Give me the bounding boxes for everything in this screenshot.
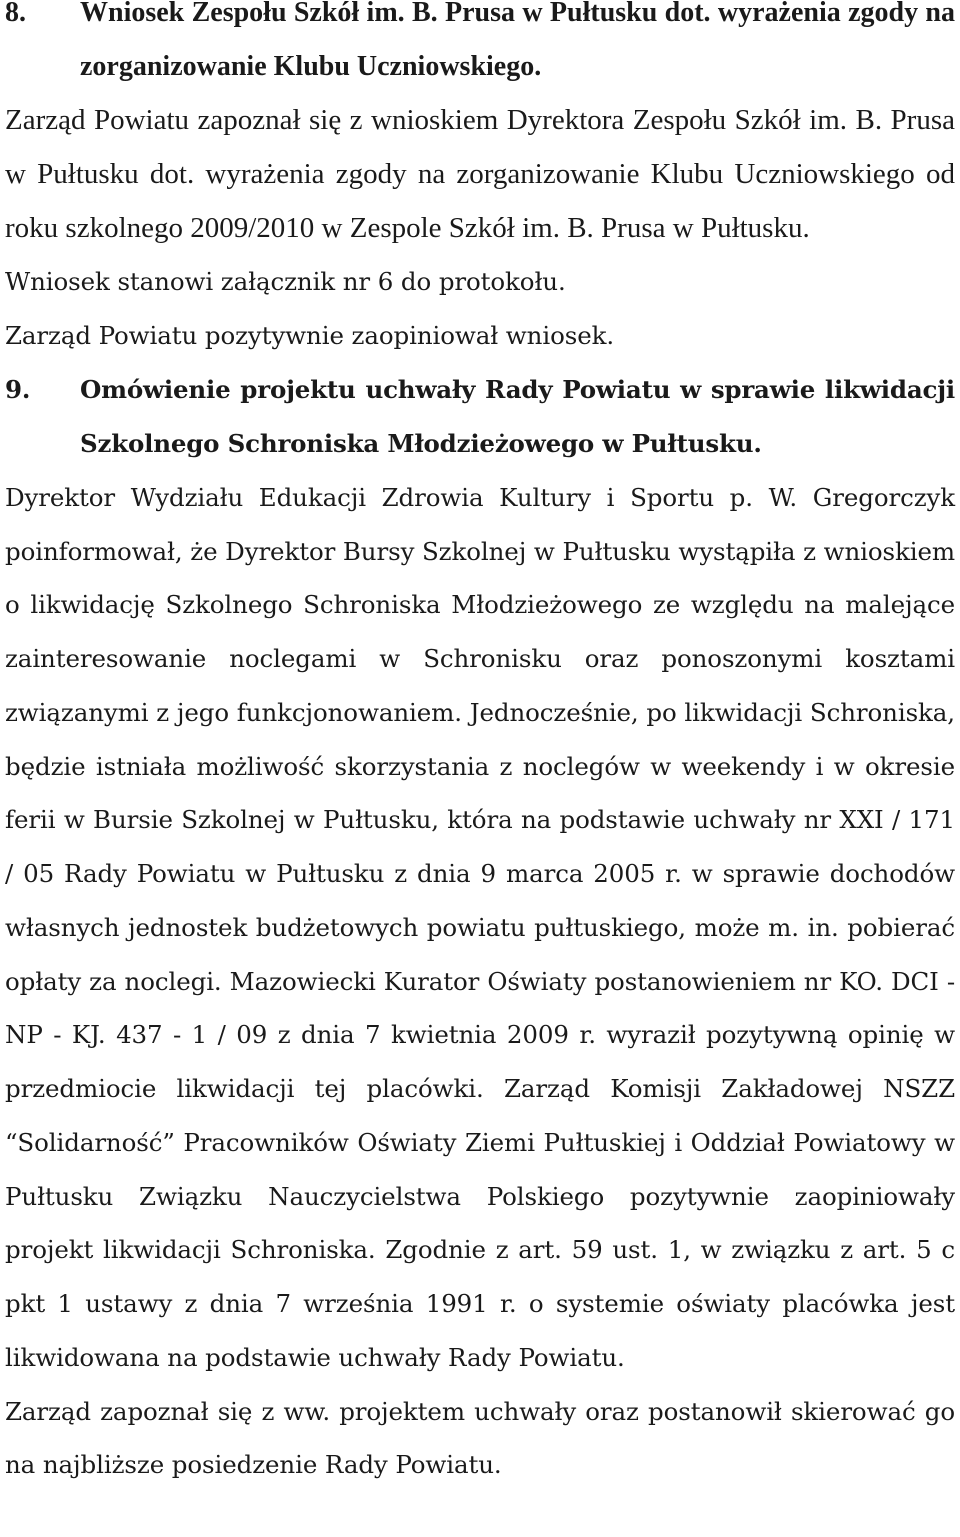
- paragraph: Zarząd zapoznał się z ww. projektem uchwały oraz postanowił skierować go na najbliższe posiedzenie Rady Powiatu.: [5, 1396, 955, 1480]
- section-8: [5, 0, 955, 363]
- paragraph: Wniosek stanowi załącznik nr 6 do protokołu.: [5, 267, 566, 297]
- section-9: [5, 363, 955, 1492]
- paragraph: Dyrektor Wydziału Edukacji Zdrowia Kultury i Sportu p. W. Gregorczyk poinformował, że Dyrektor Bursy Szkolnej w Pułtusku wystąpiła z wnioskiem o likwidację Szkolnego Schroniska Młodzieżowego ze względu na malejące zainteresowanie noclegami w Schronisku oraz ponoszonymi kosztami związanymi z jego funkcjonowaniem. Jednocześnie, po likwidacji Schroniska, będzie istniała możliwość skorzystania z noclegów w weekendy i w okresie ferii w Bursie Szkolnej w Pułtusku, która na podstawie uchwały nr XXI / 171 / 05 Rady Powiatu w Pułtusku z dnia 9 marca 2005 r. w sprawie dochodów własnych jednostek budżetowych powiatu pułtuskiego, może m. in. pobierać opłaty za noclegi. Mazowiecki Kurator Oświaty postanowieniem nr KO. DCI - NP - KJ. 437 - 1 / 09 z dnia 7 kwietnia 2009 r. wyraził pozytywną opinię w przedmiocie likwidacji tej placówki. Zarząd Komisji Zakładowej NSZZ “Solidarność” Pracowników Oświaty Ziemi Pułtuskiej i Oddział Powiatowy w Pułtusku Związku Nauczycielstwa Polskiego pozytywnie zaopiniowały projekt likwidacji Schroniska. Zgodnie z art. 59 ust. 1, w związku z art. 5 c pkt 1 ustawy z dnia 7 września 1991 r. o systemie oświaty placówka jest likwidowana na podstawie uchwały Rady Powiatu.: [5, 482, 955, 1372]
- section-heading: [5, 0, 955, 94]
- section-number: 9.: [5, 374, 31, 404]
- section-number: 8.: [5, 0, 26, 28]
- paragraph: Zarząd Powiatu zapoznał się z wnioskiem Dyrektora Zespołu Szkół im. B. Prusa w Pułtusku dot. wyrażenia zgody na zorganizowanie Klubu Uczniowskiego od roku szkolnego 2009/2010 w Zespole Szkół im. B. Prusa w Pułtusku.: [5, 104, 955, 244]
- document-page: [5, 0, 955, 1492]
- paragraph: Zarząd Powiatu pozytywnie zaopiniował wniosek.: [5, 321, 615, 350]
- section-heading: [5, 363, 955, 471]
- section-title: Omówienie projektu uchwały Rady Powiatu w sprawie likwidacji Szkolnego Schroniska Młodzieżowego w Pułtusku.: [80, 374, 955, 458]
- section-title: Wniosek Zespołu Szkół im. B. Prusa w Pułtusku dot. wyrażenia zgody na zorganizowanie Klubu Uczniowskiego.: [80, 0, 955, 82]
